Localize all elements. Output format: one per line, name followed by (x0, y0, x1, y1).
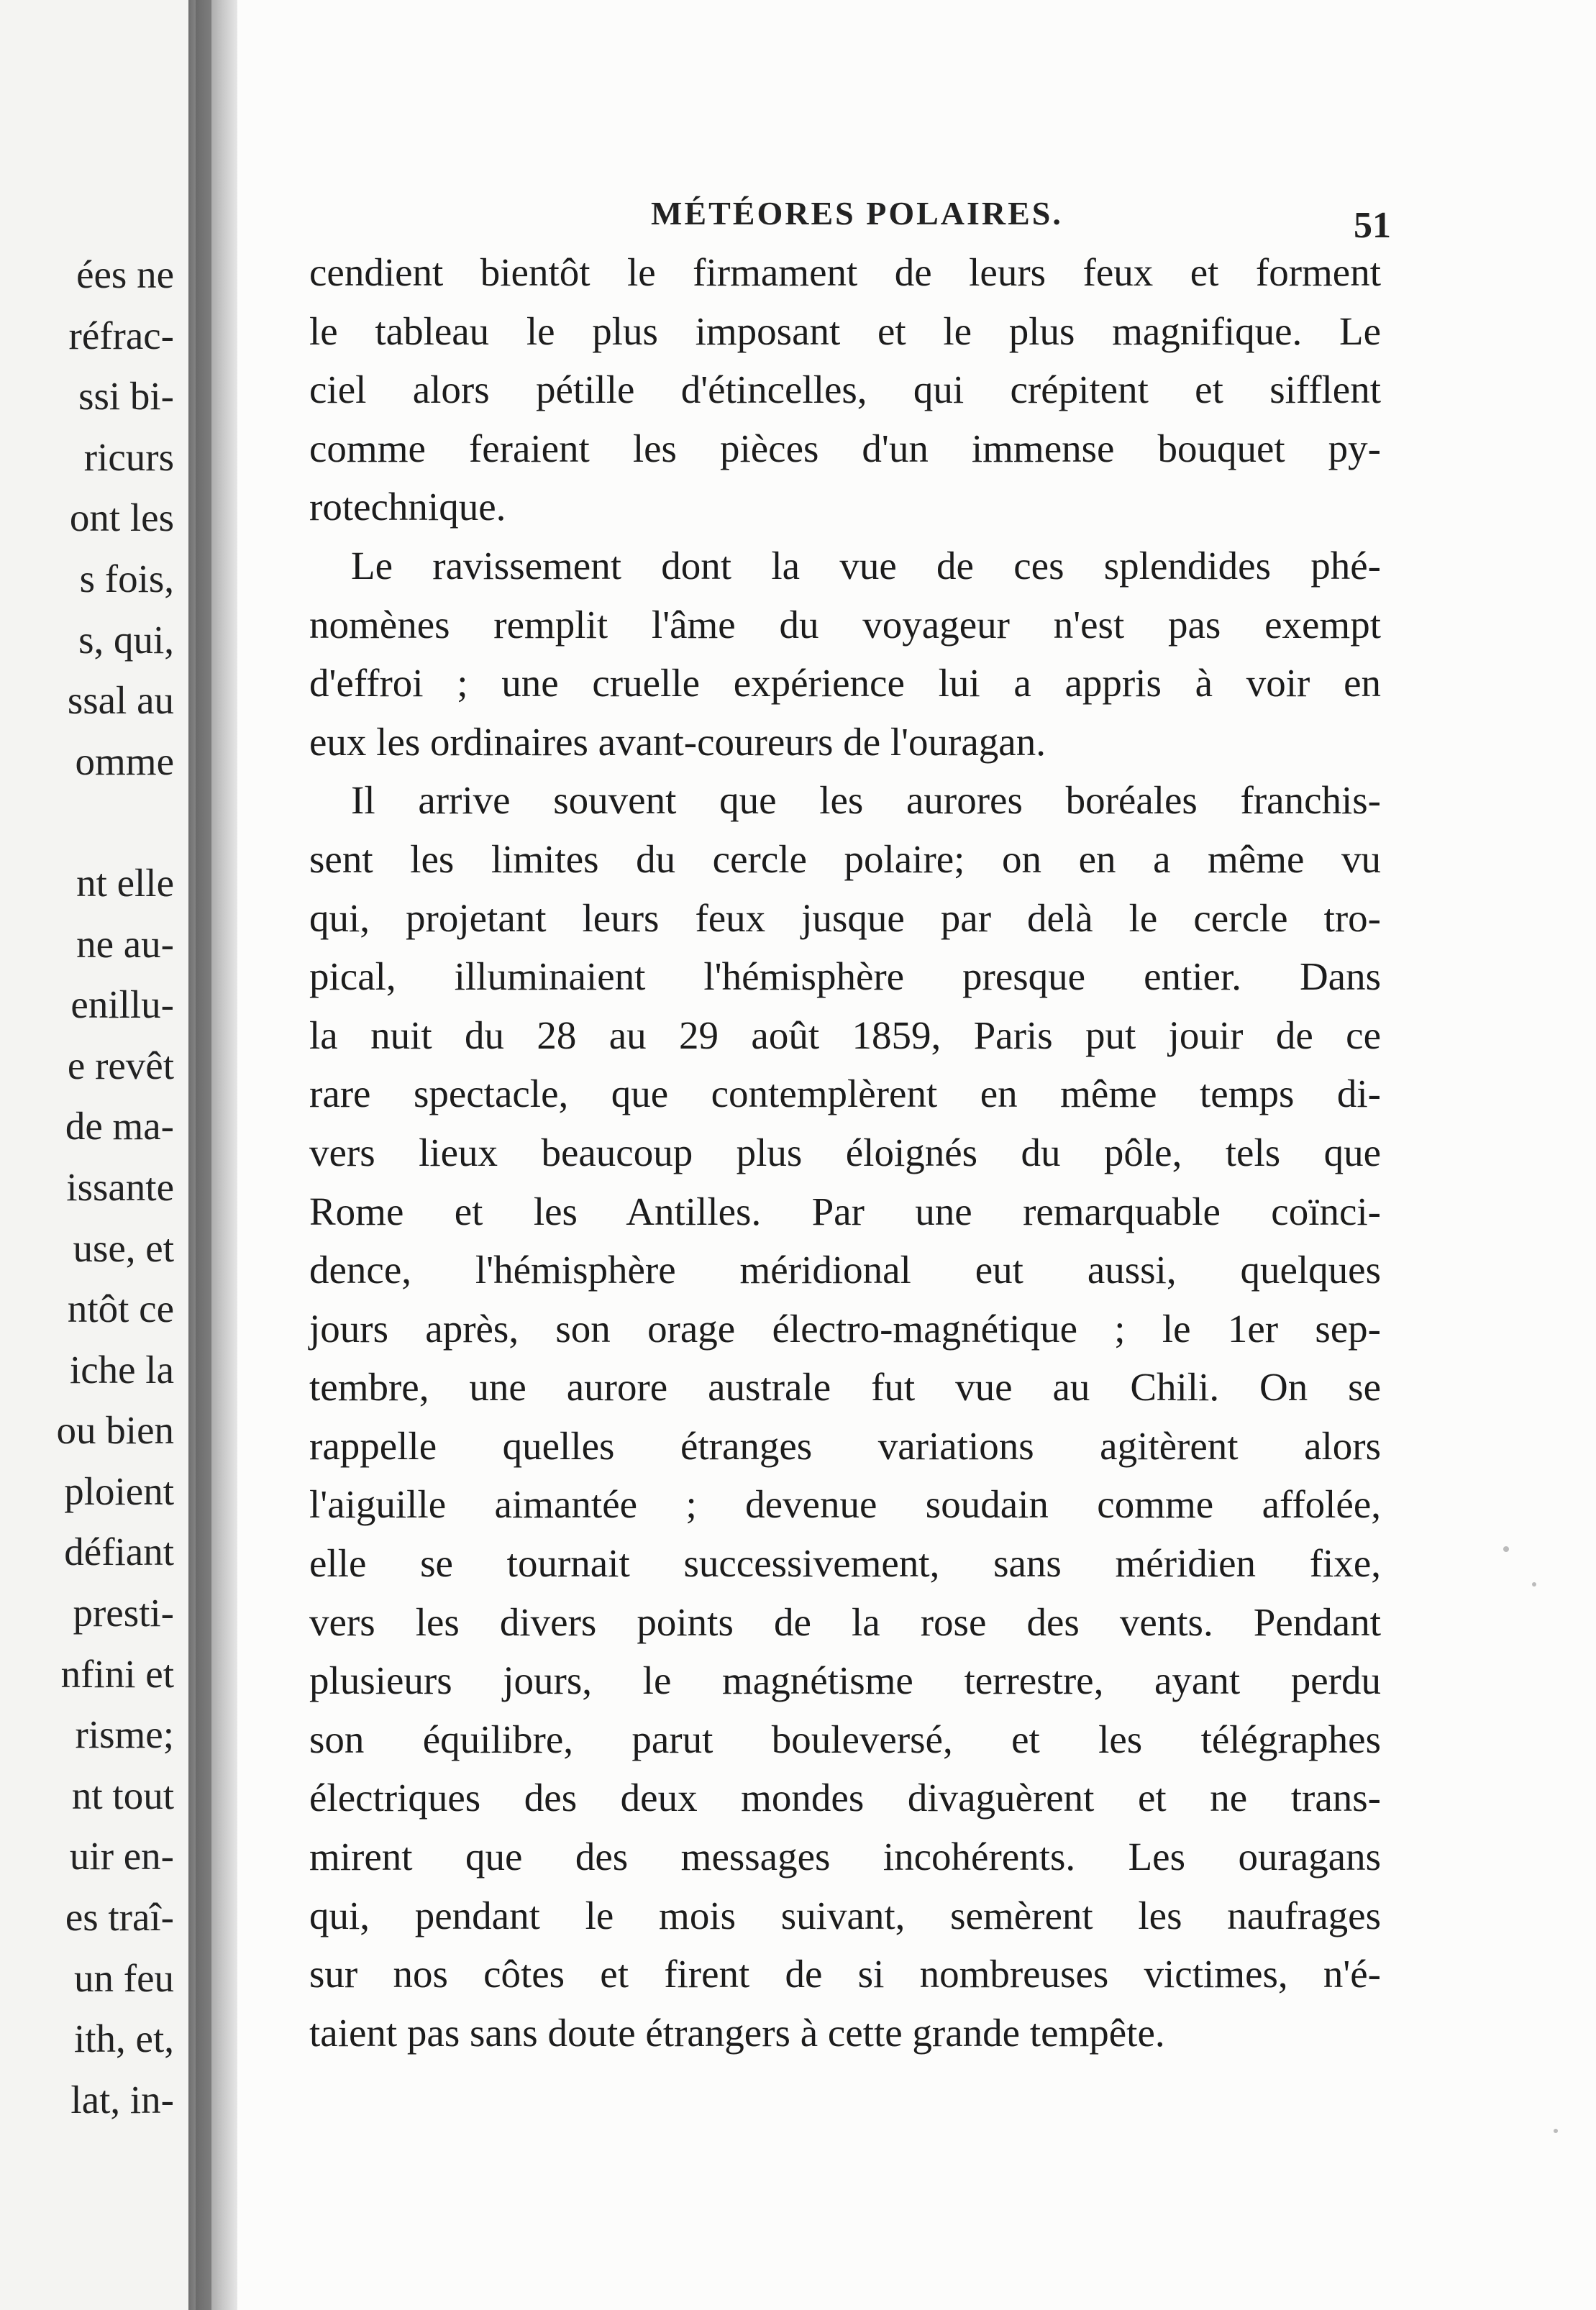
text-line: ciel alors pétille d'étincelles, qui crépitent et sifflent (309, 368, 1381, 412)
facing-page-line: iche la (69, 1347, 174, 1392)
text-line: sent les limites du cercle polaire; on en a même vu (309, 836, 1381, 881)
facing-page-line: réfrac- (68, 313, 174, 357)
facing-page-line: ploient (64, 1469, 174, 1513)
text-line: son équilibre, parut bouleversé, et les télégraphes (309, 1717, 1381, 1761)
facing-page-line: ricurs (83, 434, 174, 479)
text-line: cendient bientôt le firmament de leurs feux et forment (309, 250, 1381, 294)
facing-page-line: de ma- (65, 1104, 174, 1149)
facing-page-line: ou bien (56, 1408, 174, 1453)
facing-page-line: lat, in- (70, 2077, 174, 2122)
facing-page-line: ntôt ce (67, 1287, 174, 1331)
paper-speck (1503, 1546, 1509, 1552)
text-line: comme feraient les pièces d'un immense bouquet py- (309, 426, 1381, 470)
facing-page-line: s, qui, (78, 617, 174, 662)
gutter-shadow (196, 0, 211, 2310)
book-page (237, 0, 1596, 2310)
text-line: la nuit du 28 au 29 août 1859, Paris put jouir de ce (309, 1013, 1381, 1057)
text-line: l'aiguille aimantée ; devenue soudain comme affolée, (309, 1482, 1381, 1527)
text-line: rappelle quelles étranges variations agitèrent alors (309, 1423, 1381, 1468)
text-line: rare spectacle, que contemplèrent en même temps di- (309, 1072, 1381, 1116)
text-line: mirent que des messages incohérents. Les ouragans (309, 1835, 1381, 1879)
facing-page-line: ées ne (76, 252, 174, 296)
facing-page-line: enillu- (70, 982, 174, 1027)
facing-page-line: nt elle (76, 860, 174, 905)
facing-page-line: omme (75, 739, 174, 783)
text-line: jours après, son orage électro-magnétique ; le 1er sep- (309, 1306, 1381, 1351)
text-line: dence, l'hémisphère méridional eut aussi, quelques (309, 1248, 1381, 1292)
text-line: d'effroi ; une cruelle expérience lui a appris à voir en (309, 661, 1381, 706)
facing-page-line: nt tout (71, 1773, 174, 1817)
facing-page-line: uir en- (69, 1834, 174, 1878)
facing-page-line: s fois, (79, 556, 174, 601)
facing-page-line: es traî- (65, 1895, 174, 1940)
facing-page-line: ssal au (67, 678, 174, 723)
text-line: pical, illuminaient l'hémisphère presque entier. Dans (309, 954, 1381, 999)
facing-page-fragment (0, 0, 188, 2310)
text-line: qui, pendant le mois suivant, semèrent les naufrages (309, 1893, 1381, 1937)
paper-speck (1532, 1582, 1536, 1587)
text-line: plusieurs jours, le magnétisme terrestre, ayant perdu (309, 1658, 1381, 1703)
page-number: 51 (1354, 205, 1391, 246)
facing-page-line: use, et (73, 1225, 174, 1270)
facing-page-line: risme; (75, 1712, 174, 1757)
text-line: vers lieux beaucoup plus éloignés du pôle, tels que (309, 1130, 1381, 1174)
facing-page-line: nfini et (60, 1651, 174, 1696)
text-line: elle se tournait successivement, sans méridien fixe, (309, 1541, 1381, 1586)
facing-page-line: ssi bi- (78, 374, 174, 419)
facing-page-line: un feu (74, 1955, 174, 2000)
facing-page-line (0, 792, 174, 853)
facing-page-line: e revêt (67, 1043, 174, 1087)
facing-page-line: presti- (73, 1591, 174, 1635)
paper-speck (1554, 2129, 1558, 2133)
text-line: Rome et les Antilles. Par une remarquable coïnci- (309, 1189, 1381, 1233)
running-head (237, 194, 1596, 245)
facing-page-line: ont les (69, 496, 174, 540)
text-line: vers les divers points de la rose des vents. Pendant (309, 1599, 1381, 1644)
facing-page-line: ne au- (76, 921, 174, 966)
text-line: nomènes remplit l'âme du voyageur n'est pas exempt (309, 602, 1381, 647)
text-line: eux les ordinaires avant-coureurs de l'ouragan. (309, 719, 1046, 764)
body-text (309, 243, 1381, 2062)
text-line: électriques des deux mondes divaguèrent et ne trans- (309, 1776, 1381, 1820)
running-title: MÉTÉORES POLAIRES. (651, 195, 1063, 232)
facing-page-line: défiant (64, 1530, 174, 1574)
text-line: sur nos côtes et firent de si nombreuses victimes, n'é- (309, 1952, 1381, 1996)
text-line: rotechnique. (309, 485, 506, 529)
facing-page-text (0, 245, 174, 2130)
facing-page-line: ith, et, (73, 2017, 174, 2061)
text-line: le tableau le plus imposant et le plus magnifique. Le (309, 309, 1381, 353)
text-line: qui, projetant leurs feux jusque par delà le cercle tro- (309, 895, 1381, 940)
facing-page-line: issante (66, 1164, 174, 1209)
text-line: taient pas sans doute étrangers à cette grande tempête. (309, 2010, 1165, 2055)
text-line: Le ravissement dont la vue de ces splendides phé- (351, 543, 1381, 588)
text-line: Il arrive souvent que les aurores boréales franchis- (351, 778, 1381, 823)
text-line: tembre, une aurore australe fut vue au Chili. On se (309, 1365, 1381, 1410)
